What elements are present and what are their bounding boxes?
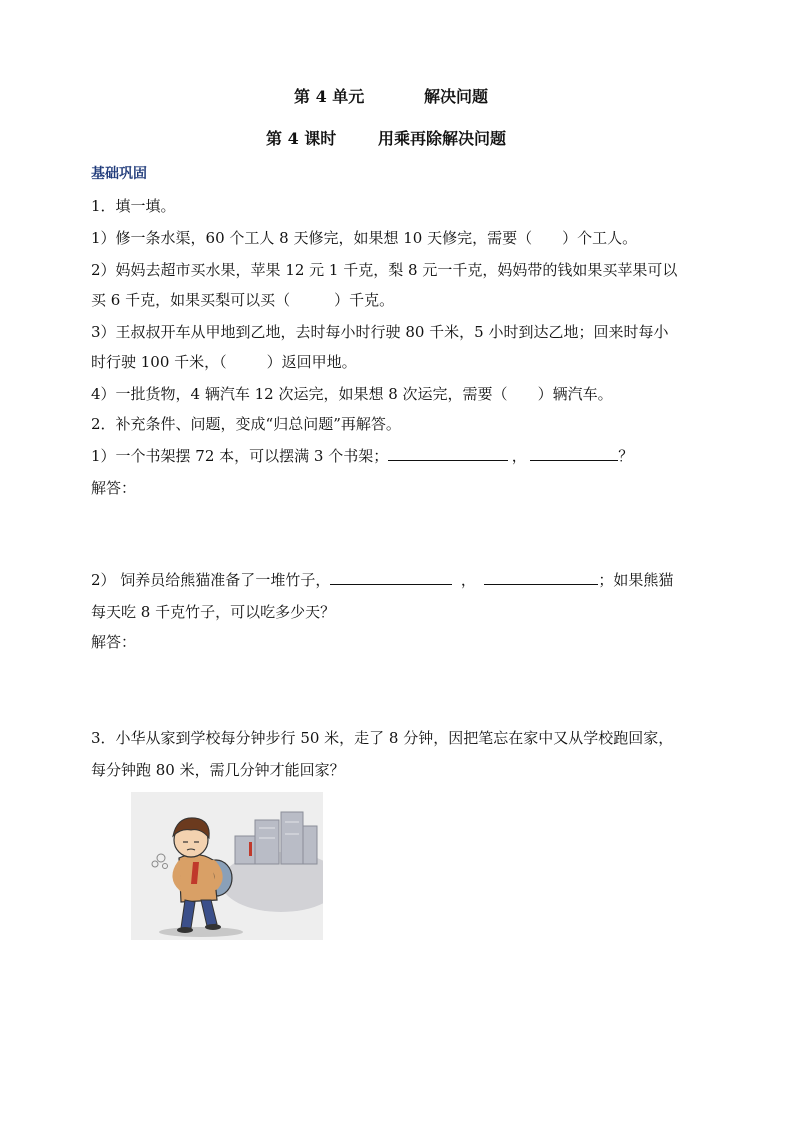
q1-item1-text-a: 1）修一条水渠，60 个工人 8 天修完，如果想 10 天修完，需要（ [91,229,533,247]
q2-item2-blank-condition[interactable] [330,570,452,585]
q2-item1 [91,446,633,466]
q1-item4 [91,384,613,404]
unit-title [294,86,364,108]
q2-item1-blank-question[interactable] [530,446,618,461]
q1-item1 [91,228,637,248]
q1-item3-line2 [91,352,357,372]
q2-answer1-label: 解答： [91,479,137,497]
lesson-topic: 用乘再除解决问题 [378,129,507,148]
q2-heading: 2．补充条件、问题，变成“归总问题”再解答。 [91,415,401,433]
q3-line2: 每分钟跑 80 米，需几分钟才能回家？ [91,761,345,779]
q3-line1: 3．小华从家到学校每分钟步行 50 米，走了 8 分钟，因把笔忘在家中又从学校跑回家， [91,729,674,747]
q2-answer2-label: 解答： [91,633,137,651]
q2-item1-text: 1）一个书架摆 72 本，可以摆满 3 个书架； [91,447,389,465]
q2-item2-text-b: ；如果熊猫 [598,571,674,589]
q1-item2-line1: 2）妈妈去超市买水果，苹果 12 元 1 千克，梨 8 元一千克，妈妈带的钱如果买苹果可以 [91,261,678,279]
q2-item2-line2: 每天吃 8 千克竹子，可以吃多少天？ [91,603,336,621]
q2-item2-text: 2） 饲养员给熊猫准备了一堆竹子， [91,571,331,589]
q2-item1-blank-condition[interactable] [388,446,508,461]
boy-walking-illustration [131,792,323,940]
q2-item1-end: ？ [618,447,634,465]
boy-walking-image [131,792,323,940]
q1-item3-text-a: 时行驶 100 千米，（ [91,353,227,371]
q1-item1-text-b: ）个工人。 [562,229,638,247]
unit-topic: 解决问题 [424,87,489,106]
lesson-label: 第 4 课时 [266,129,337,148]
q1-item2-text-a: 买 6 千克，如果买梨可以买（ [91,291,291,309]
q1-item2-line2 [91,290,394,310]
q2-item2-separator: ， [460,571,476,589]
q1-item3-text-b: ）返回甲地。 [266,353,357,371]
q1-heading: 1．填一填。 [91,197,176,215]
q2-item2-line1 [91,570,673,590]
q2-item1-separator: ， [511,447,527,465]
q1-item4-text-a: 4）一批货物，4 辆汽车 12 次运完，如果想 8 次运完，需要（ [91,385,508,403]
q1-item2-text-b: ）千克。 [334,291,395,309]
section-title: 基础巩固 [91,166,147,182]
q2-item2-blank-question[interactable] [484,570,598,585]
q1-item4-text-b: ）辆汽车。 [537,385,613,403]
unit-label: 第 4 单元 [294,87,365,106]
q1-item3-line1: 3）王叔叔开车从甲地到乙地，去时每小时行驶 80 千米，5 小时到达乙地；回来时每小 [91,323,669,341]
